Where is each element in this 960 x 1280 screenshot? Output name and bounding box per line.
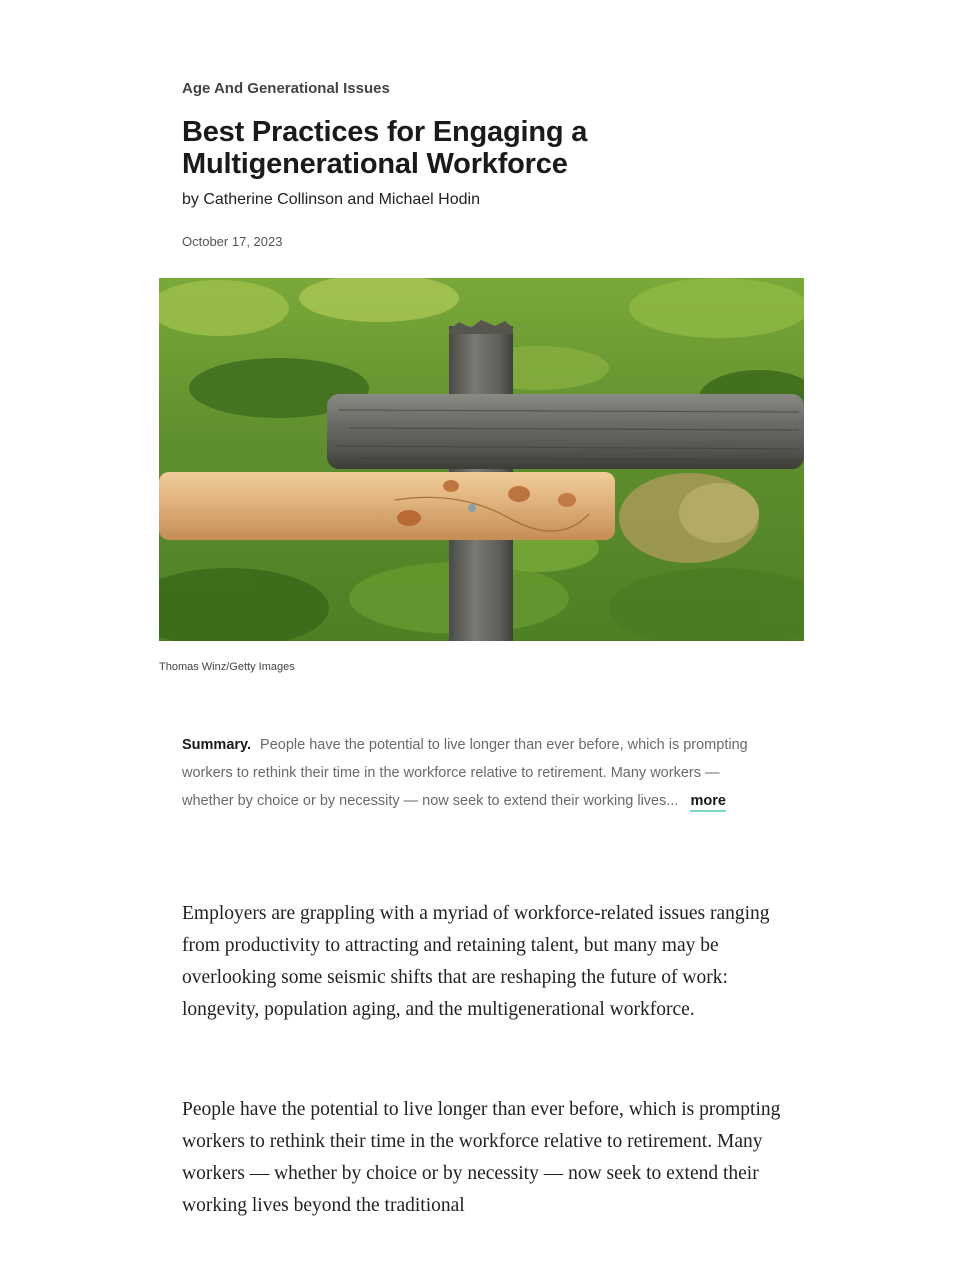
- hero-image: [159, 278, 804, 641]
- byline-prefix: by: [182, 191, 204, 208]
- body-paragraph-2: People have the potential to live longer than ever before, which is prompting workers to rethink their time in the workforce relative to retirement. Many workers — whether by choice or by necessity — now seek to extend their working lives beyond the traditional: [182, 1099, 781, 1216]
- summary-label: Summary.: [182, 737, 252, 753]
- topic-link[interactable]: Age And Generational Issues: [182, 80, 390, 97]
- summary-more-link[interactable]: more: [690, 793, 725, 812]
- body-paragraph-1: Employers are grappling with a myriad of workforce-related issues ranging from productivity to attracting and retaining talent, but many may be overlooking some seismic shifts that are reshaping the future of work: longevity, population aging, and the multigenerational workforce.: [182, 903, 770, 1020]
- hero-illustration: [159, 278, 804, 641]
- article-summary: [182, 731, 762, 815]
- publish-date: October 17, 2023: [182, 234, 283, 249]
- image-credit: Thomas Winz/Getty Images: [159, 661, 295, 673]
- byline: [182, 191, 480, 209]
- author-link-catherine-collinson[interactable]: Catherine Collinson: [203, 191, 343, 208]
- author-link-michael-hodin[interactable]: Michael Hodin: [378, 191, 480, 208]
- summary-text: People have the potential to live longer than ever before, which is prompting workers to rethink their time in the workforce relative to retirement. Many workers — whether by choice or by necessity — now seek to extend their working lives...: [182, 737, 748, 809]
- article-title: Best Practices for Engaging a Multigenerational Workforce: [182, 116, 588, 180]
- byline-joiner: and: [342, 191, 379, 208]
- new-rail: [159, 472, 615, 540]
